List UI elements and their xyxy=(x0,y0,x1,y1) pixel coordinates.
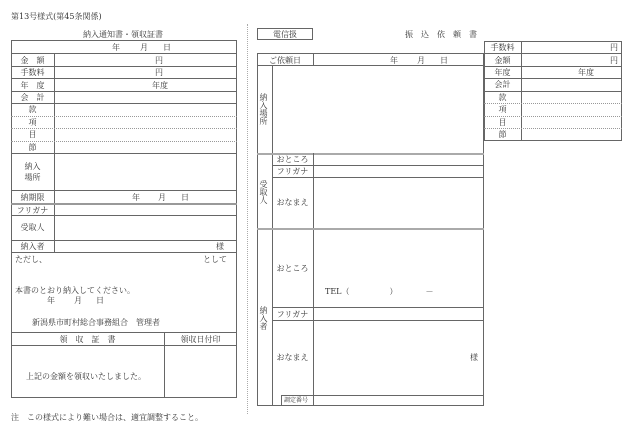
tel-field: TEL（ ） － xyxy=(325,287,434,296)
recipient-label-vertical: 受取人 xyxy=(259,180,268,204)
side-row-label: 金額 xyxy=(494,56,511,65)
place-label-vertical: 納入場所 xyxy=(259,93,268,125)
receipt-stamp-label: 領収日付印 xyxy=(180,335,221,344)
place-label: 場所 xyxy=(24,173,41,182)
row-label: 会 計 xyxy=(20,93,45,102)
instruction-text: 本書のとおり納入してください。 xyxy=(15,286,135,295)
issuer-text: 新潟県市町村総合事務組合 管理者 xyxy=(32,318,160,327)
row-label: 項 xyxy=(28,118,37,127)
side-row-value: 円 xyxy=(610,56,618,65)
footnote: 注 この様式により難い場合は、適宜調整すること。 xyxy=(11,413,203,422)
row-label: 目 xyxy=(28,130,37,139)
side-row-label: 手数料 xyxy=(490,43,515,52)
side-row-label: 節 xyxy=(498,130,507,139)
place-label: 納入 xyxy=(24,162,41,171)
form-title: 第13号様式(第45条関係) xyxy=(11,12,102,21)
year-label: 年 xyxy=(112,43,120,52)
receipt-text: 上記の金額を領収いたしました。 xyxy=(26,372,146,381)
row-label: 金 額 xyxy=(20,56,45,65)
request-year: 年 xyxy=(390,56,398,65)
row-value: 年度 xyxy=(152,81,168,90)
side-row-label: 項 xyxy=(498,105,507,114)
row-value: 円 xyxy=(155,68,163,77)
payer-suffix: 様 xyxy=(216,242,224,251)
request-day: 日 xyxy=(440,56,448,65)
day-label: 日 xyxy=(163,43,171,52)
survey-number-label: 調定番号 xyxy=(284,397,309,404)
side-row-label: 款 xyxy=(498,93,507,102)
recipient-name-label: おなまえ xyxy=(276,198,309,207)
furigana-label: フリガナ xyxy=(16,206,49,215)
recipient-address-label: おところ xyxy=(276,155,309,164)
cut-line xyxy=(247,24,248,414)
issue-month: 月 xyxy=(74,296,82,305)
payer-suffix-right: 様 xyxy=(470,353,478,362)
recipient-label: 受取人 xyxy=(20,223,45,232)
receipt-heading: 領 収 証 書 xyxy=(59,335,116,344)
transfer-heading: 振 込 依 頼 書 xyxy=(405,30,477,39)
toshite-text: として xyxy=(203,255,227,264)
side-row-value: 円 xyxy=(610,43,618,52)
side-row-value: 年度 xyxy=(578,68,594,77)
payer-address-label: おところ xyxy=(276,264,309,273)
month-label: 月 xyxy=(140,43,148,52)
issue-day: 日 xyxy=(96,296,104,305)
deadline-month: 月 xyxy=(158,193,166,202)
payer-label-vertical: 納入者 xyxy=(259,306,268,330)
recipient-furigana-label: フリガナ xyxy=(276,167,309,176)
request-month: 月 xyxy=(417,56,425,65)
payer-label: 納入者 xyxy=(20,242,45,251)
row-label: 年 度 xyxy=(20,81,45,90)
deadline-day: 日 xyxy=(181,193,189,202)
request-date-label: ご依頼日 xyxy=(269,56,301,65)
issue-year: 年 xyxy=(47,296,55,305)
notice-heading: 納入通知書・領収証書 xyxy=(83,30,163,39)
side-row-label: 会計 xyxy=(494,80,511,89)
tadashi-text: ただし、 xyxy=(15,255,47,264)
payer-name-label: おなまえ xyxy=(276,353,309,362)
telegraph-label: 電信扱 xyxy=(273,30,297,39)
payer-furigana-label: フリガナ xyxy=(276,310,309,319)
row-value: 円 xyxy=(155,56,163,65)
side-row-label: 年度 xyxy=(494,68,511,77)
row-label: 款 xyxy=(28,105,37,114)
deadline-year: 年 xyxy=(132,193,140,202)
deadline-label: 納期限 xyxy=(20,193,45,202)
side-row-label: 目 xyxy=(498,118,507,127)
row-label: 手数料 xyxy=(20,68,45,77)
row-label: 節 xyxy=(28,143,37,152)
